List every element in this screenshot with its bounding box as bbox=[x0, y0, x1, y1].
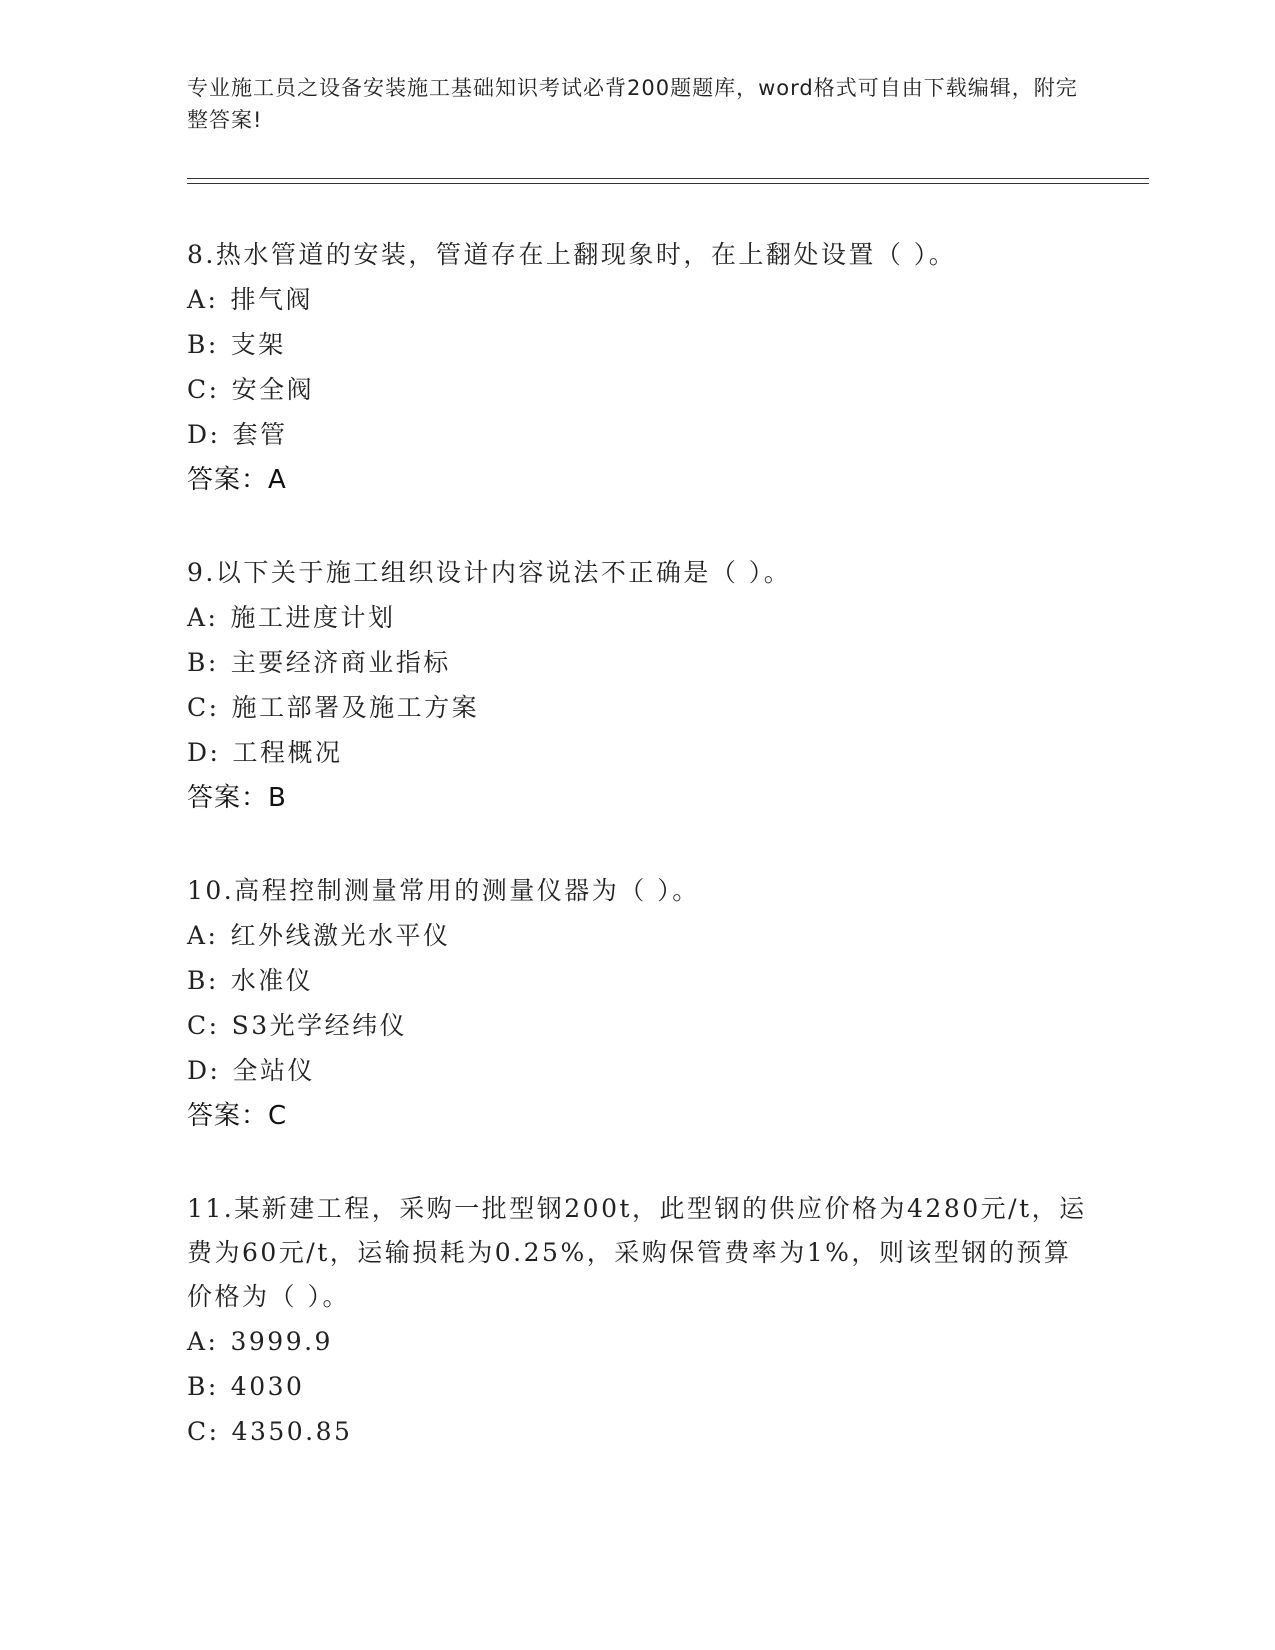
question-stem: 10.高程控制测量常用的测量仪器为（ ）。 bbox=[187, 876, 700, 905]
option-text: 主要经济商业指标 bbox=[230, 648, 451, 677]
option-d bbox=[187, 1048, 1087, 1093]
option-text: 排气阀 bbox=[230, 285, 313, 314]
answer-line bbox=[187, 457, 1087, 503]
option-a bbox=[187, 277, 1087, 322]
option-a bbox=[187, 913, 1087, 958]
option-letter: C: bbox=[187, 1011, 220, 1040]
option-b bbox=[187, 322, 1087, 367]
option-letter: D: bbox=[187, 738, 221, 767]
option-text: 3999.9 bbox=[230, 1327, 333, 1356]
option-letter: D: bbox=[187, 1056, 221, 1085]
option-letter: C: bbox=[187, 375, 220, 404]
question-10 bbox=[187, 869, 1087, 1139]
question-stem: 11.某新建工程，采购一批型钢200t，此型钢的供应价格为4280元/t，运费为60元/t，运输损耗为0.25%，采购保管费率为1%，则该型钢的预算价格为（ ）。 bbox=[187, 1194, 1087, 1311]
option-letter: B: bbox=[187, 966, 219, 995]
answer-line bbox=[187, 775, 1087, 821]
option-a bbox=[187, 595, 1087, 640]
option-letter: B: bbox=[187, 1372, 219, 1401]
option-letter: A: bbox=[187, 921, 219, 950]
answer-value: C bbox=[268, 1101, 288, 1131]
header-divider-top bbox=[187, 178, 1149, 179]
question-8 bbox=[187, 233, 1087, 503]
option-text: 工程概况 bbox=[232, 738, 343, 767]
option-b bbox=[187, 1364, 1087, 1409]
answer-value: B bbox=[268, 783, 287, 813]
option-text: 全站仪 bbox=[232, 1056, 315, 1085]
option-letter: C: bbox=[187, 1417, 220, 1446]
answer-label: 答案： bbox=[187, 1101, 269, 1131]
answer-label: 答案： bbox=[187, 783, 269, 813]
option-d bbox=[187, 730, 1087, 775]
option-d bbox=[187, 412, 1087, 457]
option-c bbox=[187, 367, 1087, 412]
document-header bbox=[187, 72, 1087, 136]
question-stem: 8.热水管道的安装，管道存在上翻现象时，在上翻处设置（ ）。 bbox=[187, 240, 957, 269]
option-letter: B: bbox=[187, 648, 219, 677]
option-text: 4030 bbox=[230, 1372, 305, 1401]
header-divider-bottom bbox=[187, 183, 1149, 184]
option-letter: A: bbox=[187, 285, 219, 314]
option-text: S3光学经纬仪 bbox=[231, 1011, 408, 1040]
option-letter: D: bbox=[187, 420, 221, 449]
question-stem: 9.以下关于施工组织设计内容说法不正确是（ ）。 bbox=[187, 558, 792, 587]
option-text: 施工进度计划 bbox=[230, 603, 396, 632]
option-b bbox=[187, 958, 1087, 1003]
option-text: 4350.85 bbox=[231, 1417, 353, 1446]
option-letter: C: bbox=[187, 693, 220, 722]
option-text: 水准仪 bbox=[230, 966, 314, 995]
answer-line bbox=[187, 1093, 1087, 1139]
option-c bbox=[187, 1003, 1087, 1048]
answer-label: 答案： bbox=[187, 465, 269, 495]
question-9 bbox=[187, 551, 1087, 821]
option-text: 施工部署及施工方案 bbox=[231, 693, 480, 722]
option-letter: A: bbox=[187, 603, 219, 632]
option-text: 安全阀 bbox=[231, 375, 315, 404]
option-text: 支架 bbox=[230, 330, 286, 359]
document-title: 专业施工员之设备安装施工基础知识考试必背200题题库，word格式可自由下载编辑，附完整答案! bbox=[187, 76, 1078, 132]
answer-value: A bbox=[268, 465, 287, 495]
option-c bbox=[187, 685, 1087, 730]
option-c bbox=[187, 1409, 1087, 1454]
question-11 bbox=[187, 1187, 1087, 1454]
option-text: 套管 bbox=[232, 420, 288, 449]
option-a bbox=[187, 1319, 1087, 1364]
option-letter: B: bbox=[187, 330, 219, 359]
option-b bbox=[187, 640, 1087, 685]
option-text: 红外线激光水平仪 bbox=[230, 921, 451, 950]
option-letter: A: bbox=[187, 1327, 219, 1356]
